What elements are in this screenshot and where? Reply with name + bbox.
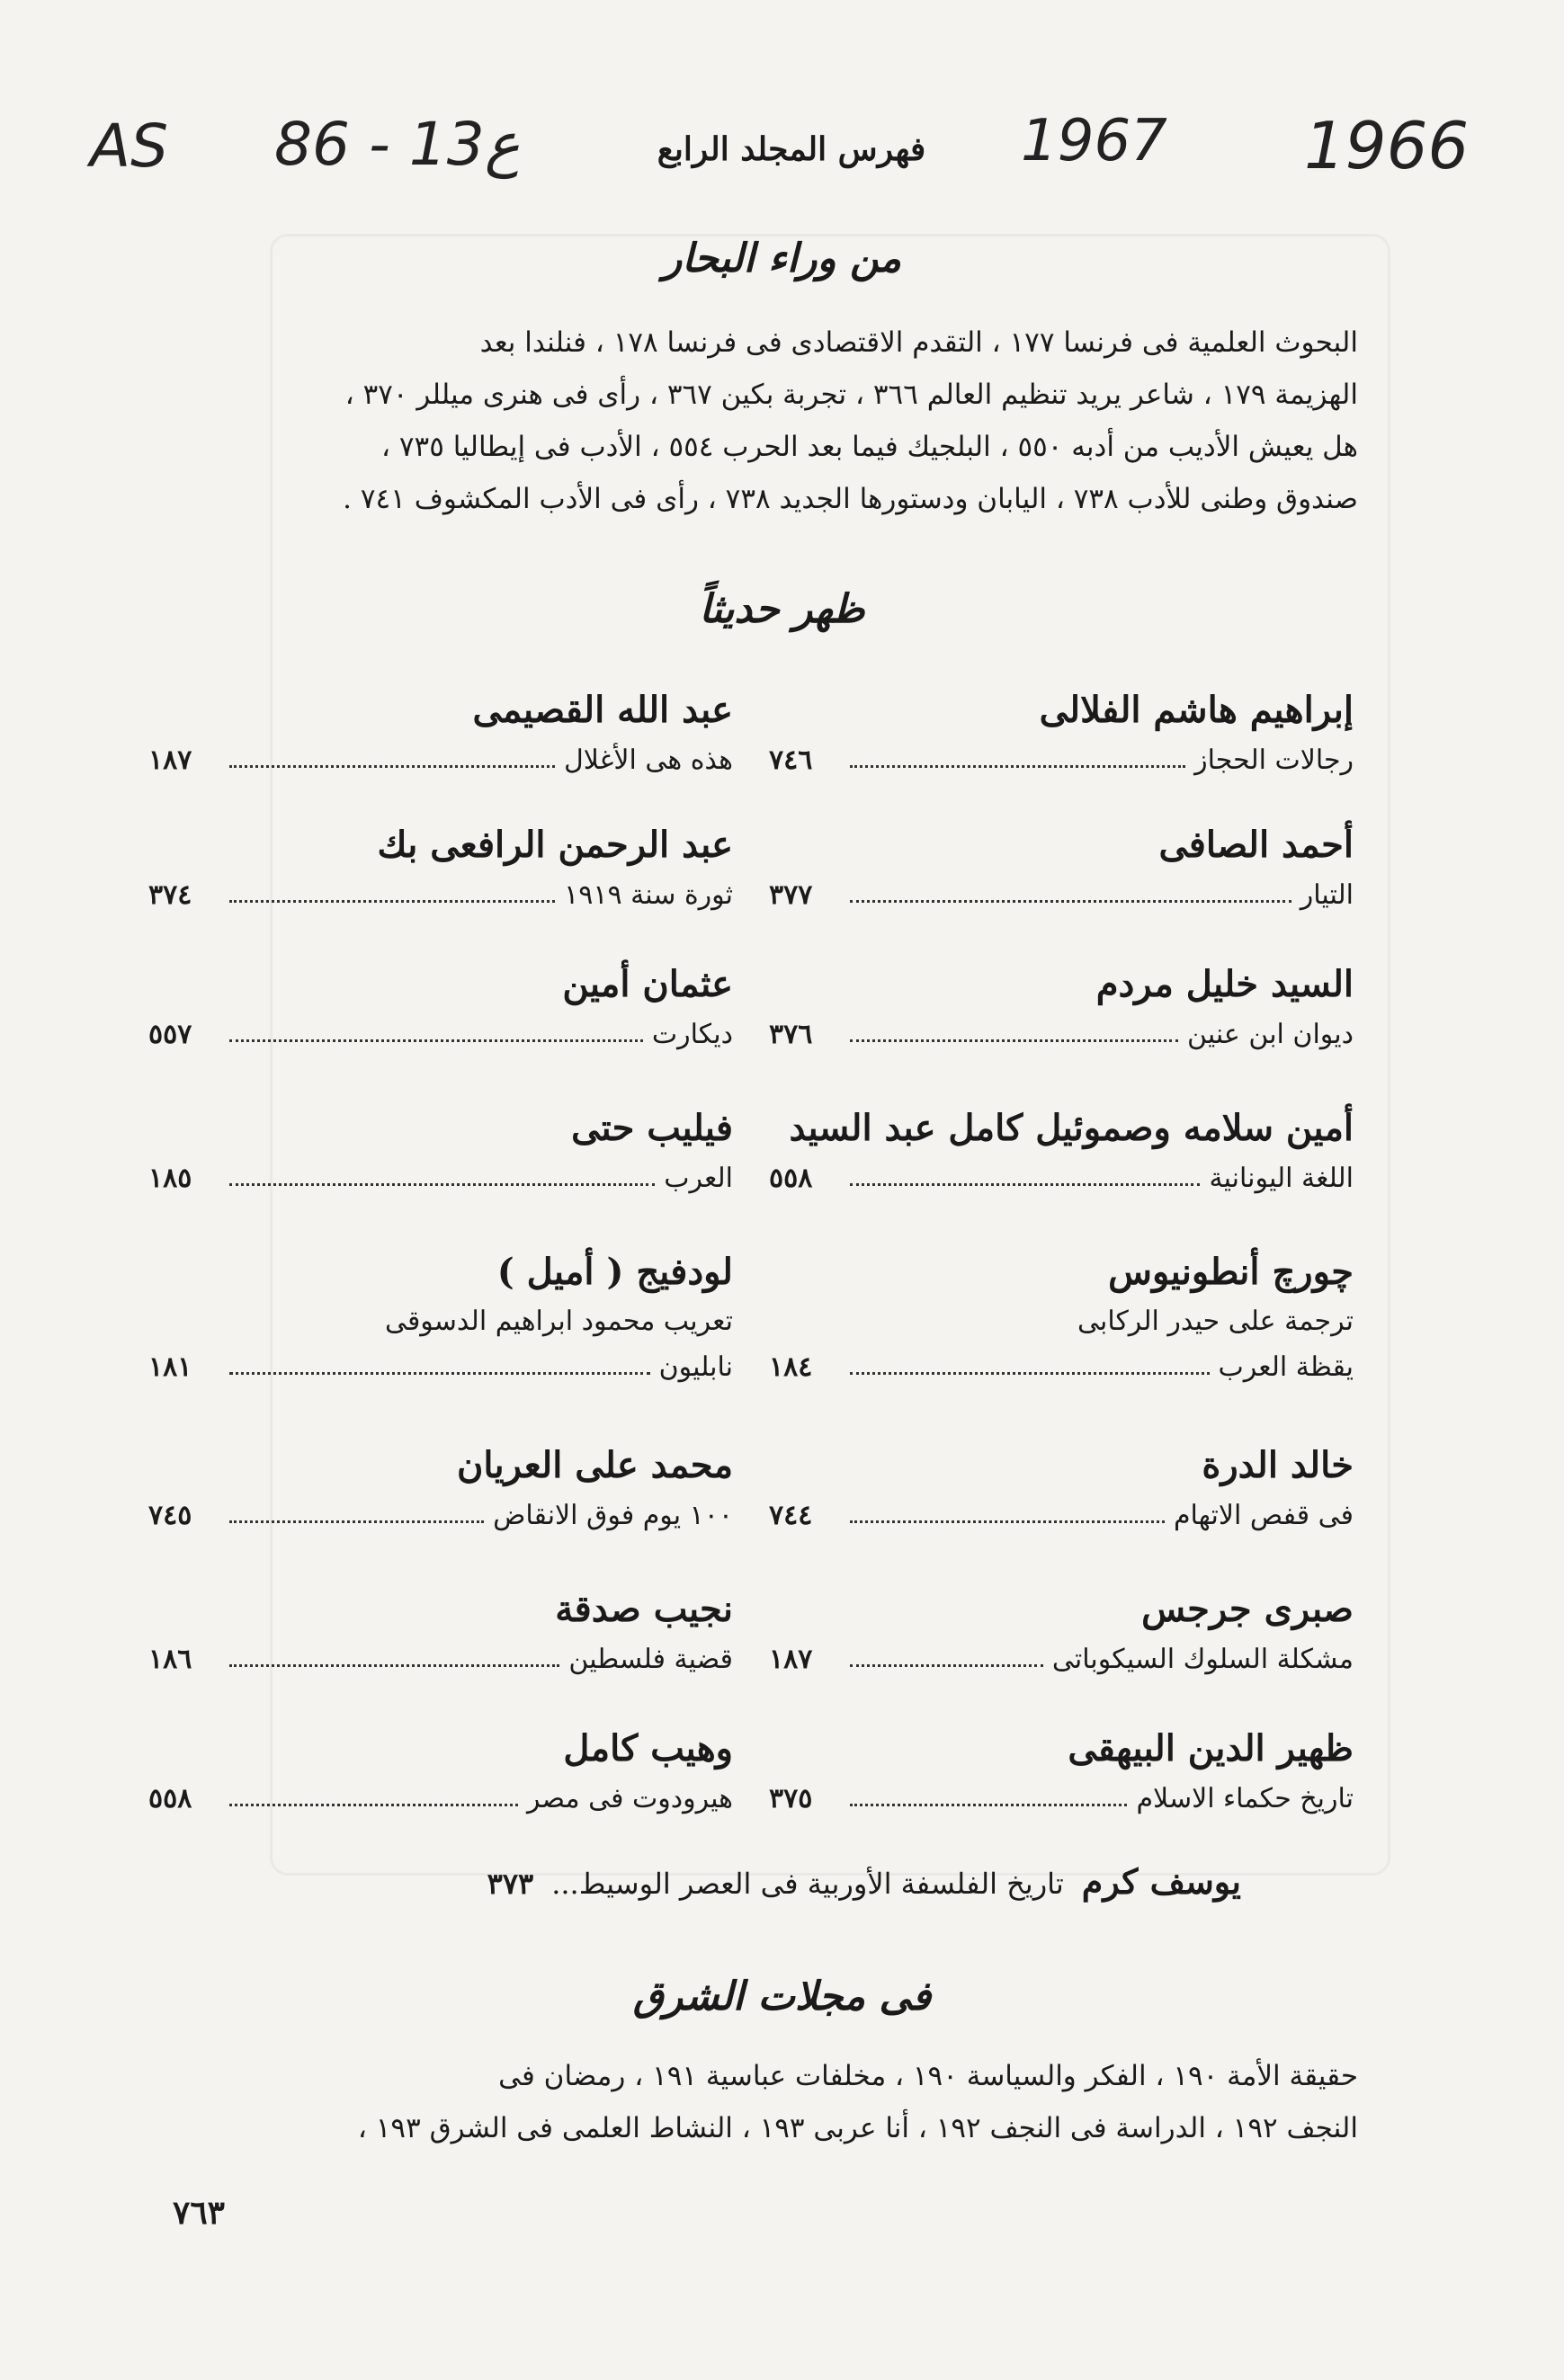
book-entry [769, 683, 1354, 784]
work-title: ديكارت [651, 1019, 733, 1050]
book-entry [769, 1582, 1354, 1683]
leader-dots [850, 1776, 1127, 1806]
work-line [769, 737, 1354, 784]
work-line [769, 1776, 1354, 1823]
leader-dots [229, 872, 555, 903]
author-name: وهيب كامل [563, 1727, 733, 1769]
work-title: فى قفص الاتهام [1173, 1500, 1354, 1531]
author-name: عثمان أمين [562, 963, 733, 1005]
overseas-paragraph [148, 316, 1358, 525]
paragraph-line: الهزيمة ١٧٩ ، شاعر يريد تنظيم العالم ٣٦٦ ، تجربة بكين ٣٦٧ ، رأى فى هنرى ميللر ٣٧٠ ، [344, 379, 1358, 411]
work-title: رجالات الحجاز [1194, 744, 1354, 776]
page-number: ٣٧٣ [487, 1867, 534, 1901]
work-line [148, 1493, 733, 1539]
author-name: محمد على العريان [456, 1444, 733, 1486]
work-title: ١٠٠ يوم فوق الانقاض [493, 1500, 733, 1531]
running-header: فهرس المجلد الرابع [657, 130, 926, 168]
author-name: يوسف كرم [1081, 1861, 1241, 1902]
work-line [148, 737, 733, 784]
work-title: مشكلة السلوك السيكوباتى [1051, 1644, 1354, 1675]
page-number: ٥٥٨ [148, 1783, 192, 1814]
work-line [769, 1636, 1354, 1683]
work-title: هذه هى الأغلال [563, 744, 733, 776]
eastern-magazines-paragraph [148, 2050, 1358, 2154]
leader-dots [850, 1155, 1200, 1186]
translator-line: تعريب محمود ابراهيم الدسوقى [384, 1306, 733, 1337]
leader-dots [850, 872, 1291, 903]
paragraph-line: هل يعيش الأديب من أدبه ٥٥٠ ، البلجيك فيما بعد الحرب ٥٥٤ ، الأدب فى إيطاليا ٧٣٥ ، [381, 431, 1358, 463]
page-number: ٣٧٤ [148, 879, 192, 911]
work-title: التيار [1300, 879, 1354, 911]
page-number: ٣٧٧ [769, 879, 813, 911]
author-name: خالد الدرة [1202, 1444, 1354, 1486]
author-name: عبد الرحمن الرافعى بك [377, 824, 733, 866]
work-title: هيرودوت فى مصر [526, 1783, 733, 1814]
book-entry [769, 1439, 1354, 1539]
work-title: قضية فلسطين [568, 1644, 733, 1675]
section-title-eastern-magazines: فى مجلات الشرق [632, 1974, 932, 2019]
work-line [148, 872, 733, 919]
work-title: العرب [664, 1163, 733, 1194]
author-name: أحمد الصافى [1158, 824, 1354, 866]
leader-dots [229, 1493, 484, 1523]
book-entry [769, 1245, 1354, 1391]
leader-dots [850, 1012, 1178, 1042]
author-name: چورچ أنطونيوس [1108, 1251, 1354, 1293]
leader-dots [229, 1636, 559, 1667]
book-entry [148, 1245, 733, 1391]
author-name: فيليب حتى [571, 1107, 733, 1149]
book-entry [148, 683, 733, 784]
page-number: ١٨٧ [148, 744, 192, 776]
work-line [769, 1493, 1354, 1539]
work-line [769, 1012, 1354, 1058]
work-title: يقظة العرب [1218, 1351, 1354, 1383]
book-entry [148, 818, 733, 919]
author-name: عبد الله القصيمى [472, 689, 733, 731]
leader-dots [850, 1344, 1210, 1375]
author-name: السيد خليل مردم [1095, 963, 1354, 1005]
leader-dots [229, 1776, 518, 1806]
leader-dots [850, 1636, 1043, 1667]
leader-dots [850, 1493, 1165, 1523]
section-title-new-releases: ظهر حديثاً [699, 586, 865, 632]
leader-dots [229, 737, 555, 768]
page-number: ١٨٦ [148, 1644, 192, 1675]
page-number-footer: ٧٦٣ [173, 2194, 226, 2232]
work-line [148, 1012, 733, 1058]
leader-dots [229, 1155, 655, 1186]
work-line [769, 872, 1354, 919]
page-number: ٧٤٦ [769, 744, 813, 776]
page-number: ١٨٤ [769, 1351, 813, 1383]
book-entry [148, 1722, 733, 1823]
handwritten-year-1: 1966 [1304, 108, 1470, 183]
book-entry [148, 1439, 733, 1539]
work-line [148, 1155, 733, 1202]
paragraph-line: حقيقة الأمة ١٩٠ ، الفكر والسياسة ١٩٠ ، مخلفات عباسية ١٩١ ، رمضان فى [498, 2060, 1358, 2092]
work-line [148, 1344, 733, 1391]
author-name: صبرى جرجس [1141, 1588, 1354, 1630]
work-title: ثورة سنة ١٩١٩ [564, 879, 733, 911]
book-entry [769, 1101, 1354, 1202]
final-book-entry [252, 1861, 1241, 1902]
book-entry [148, 1582, 733, 1683]
author-name: نجيب صدقة [555, 1588, 733, 1630]
paragraph-line: البحوث العلمية فى فرنسا ١٧٧ ، التقدم الاقتصادى فى فرنسا ١٧٨ ، فنلندا بعد [479, 326, 1358, 359]
handwritten-code: AS [90, 111, 169, 181]
work-line [148, 1776, 733, 1823]
book-entry [769, 818, 1354, 919]
work-line [769, 1155, 1354, 1202]
section-title-overseas: من وراء البحار [662, 236, 902, 281]
work-line [769, 1344, 1354, 1391]
leader-dots [229, 1012, 643, 1042]
leader-dots [850, 737, 1185, 768]
page-number: ١٨٥ [148, 1163, 192, 1194]
book-entry [769, 958, 1354, 1058]
work-title: ديوان ابن عنين [1186, 1019, 1354, 1050]
work-title: نابليون [658, 1351, 733, 1383]
work-title: تاريخ الفلسفة الأوربية فى العصر الوسيط... [551, 1867, 1064, 1901]
book-entry [769, 1722, 1354, 1823]
author-name: إبراهيم هاشم الفلالى [1039, 689, 1354, 731]
author-name: أمين سلامه وصموئيل كامل عبد السيد [789, 1107, 1354, 1149]
page-number: ٧٤٤ [769, 1500, 813, 1531]
page-number: ٥٥٨ [769, 1163, 813, 1194]
paragraph-line: صندوق وطنى للأدب ٧٣٨ ، اليابان ودستورها الجديد ٧٣٨ ، رأى فى الأدب المكشوف ٧٤١ . [343, 483, 1358, 515]
author-name: لودفيج ( أميل ) [496, 1251, 733, 1293]
page-number: ١٨١ [148, 1351, 192, 1383]
page-number: ٣٧٦ [769, 1019, 813, 1050]
work-title: تاريخ حكماء الاسلام [1136, 1783, 1354, 1814]
handwritten-year-2: 1967 [1021, 108, 1167, 174]
handwritten-range: 86 - 13ع [274, 110, 521, 179]
work-title: اللغة اليونانية [1209, 1163, 1354, 1194]
book-entry [148, 1101, 733, 1202]
page-number: ٥٥٧ [148, 1019, 192, 1050]
page-number: ١٨٧ [769, 1644, 813, 1675]
book-entry [148, 958, 733, 1058]
work-line [148, 1636, 733, 1683]
leader-dots [229, 1344, 650, 1375]
paragraph-line: النجف ١٩٢ ، الدراسة فى النجف ١٩٢ ، أنا عربى ١٩٣ ، النشاط العلمى فى الشرق ١٩٣ ، [357, 2112, 1358, 2144]
page-number: ٧٤٥ [148, 1500, 192, 1531]
translator-line: ترجمة على حيدر الركابى [1077, 1306, 1354, 1337]
author-name: ظهير الدين البيهقى [1068, 1727, 1354, 1769]
page-number: ٣٧٥ [769, 1783, 813, 1814]
